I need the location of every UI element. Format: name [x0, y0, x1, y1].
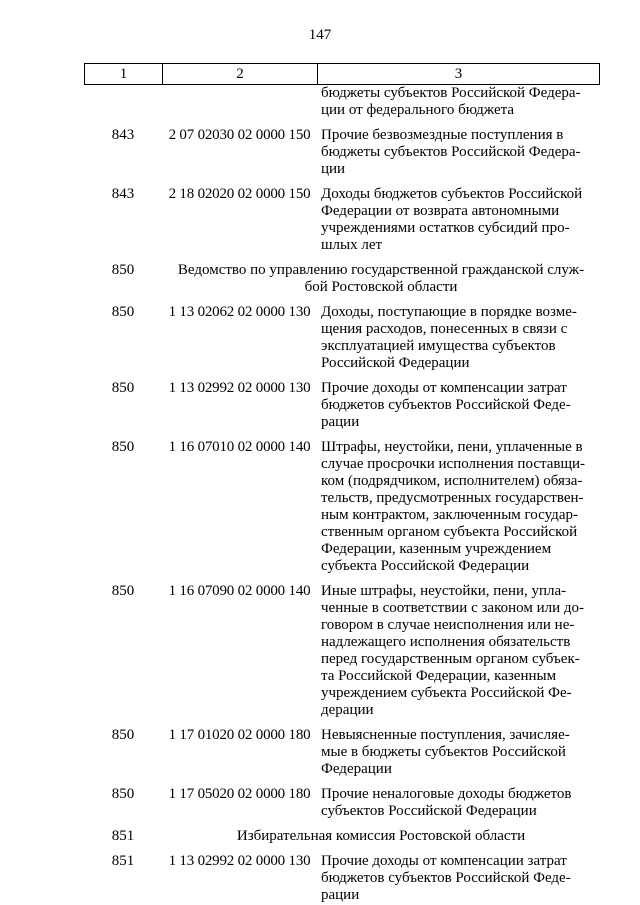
- table-header: [84, 63, 600, 85]
- header-col-2: 2: [163, 64, 318, 84]
- admin-code: 851: [111, 853, 135, 869]
- revenue-description: Доходы бюджетов субъектов Российской Федерации от возврата автономными учреждениями остатков субсидий про- шлых лет: [321, 186, 583, 253]
- budget-code: 1 13 02992 02 0000 130: [168, 853, 311, 869]
- admin-code: 850: [111, 786, 135, 802]
- page-number: 147: [308, 27, 332, 43]
- table-row: [84, 186, 600, 254]
- table-body: [84, 85, 600, 904]
- table-row: [84, 85, 600, 119]
- admin-code: 850: [111, 262, 135, 278]
- table-row: [84, 304, 600, 372]
- department-row: [84, 828, 600, 845]
- table-row: [84, 786, 600, 820]
- admin-code: 850: [111, 727, 135, 743]
- admin-code: 843: [111, 127, 135, 143]
- header-col-3: 3: [454, 65, 463, 82]
- revenue-description: Прочие доходы от компенсации затрат бюджетов субъектов Российской Феде- рации: [321, 853, 571, 903]
- revenue-description: бюджеты субъектов Российской Федера- ции от федерального бюджета: [321, 85, 581, 118]
- admin-code: [84, 85, 162, 119]
- revenue-description: Прочие неналоговые доходы бюджетов субъектов Российской Федерации: [321, 786, 572, 819]
- budget-code: [162, 85, 317, 119]
- table-row: [84, 127, 600, 178]
- admin-code: 851: [111, 828, 135, 844]
- budget-code: 1 13 02062 02 0000 130: [168, 304, 311, 320]
- admin-code: 850: [111, 304, 135, 320]
- budget-code: 2 18 02020 02 0000 150: [168, 186, 311, 202]
- budget-code: 1 16 07090 02 0000 140: [168, 583, 311, 599]
- table-row: [84, 380, 600, 431]
- budget-code: 1 13 02992 02 0000 130: [168, 380, 311, 396]
- revenue-description: Прочие безвозмездные поступления в бюджеты субъектов Российской Федера- ции: [321, 127, 581, 177]
- admin-code: 850: [111, 380, 135, 396]
- department-title: Избирательная комиссия Ростовской области: [236, 828, 526, 844]
- table-row: [84, 853, 600, 904]
- budget-code: 1 16 07010 02 0000 140: [168, 439, 311, 455]
- header-col-1: 1: [85, 64, 163, 84]
- admin-code: 850: [111, 583, 135, 599]
- revenue-description: Невыясненные поступления, зачисляе- мые в бюджеты субъектов Российской Федерации: [321, 727, 570, 777]
- department-title: Ведомство по управлению государственной гражданской служ- бой Ростовской области: [177, 262, 585, 295]
- admin-code: 843: [111, 186, 135, 202]
- department-row: [84, 262, 600, 296]
- revenue-description: Доходы, поступающие в порядке возме- щения расходов, понесенных в связи с эксплуатацией имущества субъектов Российской Федерации: [321, 304, 577, 371]
- revenue-description: Штрафы, неустойки, пени, уплаченные в случае просрочки исполнения поставщи- ком (подрядчиком, исполнителем) обяза- тельств, предусмотренных государствен- ным контрактом, заключенным государ- ственным органом субъекта Российской Федерации, казенным учреждением субъекта Российской Федерации: [321, 439, 586, 574]
- table-row: [84, 727, 600, 778]
- budget-code: 1 17 05020 02 0000 180: [168, 786, 311, 802]
- budget-code: 1 17 01020 02 0000 180: [168, 727, 311, 743]
- revenue-description: Прочие доходы от компенсации затрат бюджетов субъектов Российской Феде- рации: [321, 380, 571, 430]
- table-row: [84, 583, 600, 719]
- admin-code: 850: [111, 439, 135, 455]
- budget-code: 2 07 02030 02 0000 150: [168, 127, 311, 143]
- revenue-description: Иные штрафы, неустойки, пени, упла- ченные в соответствии с законом или до- говором в случае неисполнения или не- надлежащего исполнения обязательств перед государственным органом субъек- та Российской Федерации, казенным учреждением субъекта Российской Фе- дерации: [321, 583, 584, 718]
- table-row: [84, 439, 600, 575]
